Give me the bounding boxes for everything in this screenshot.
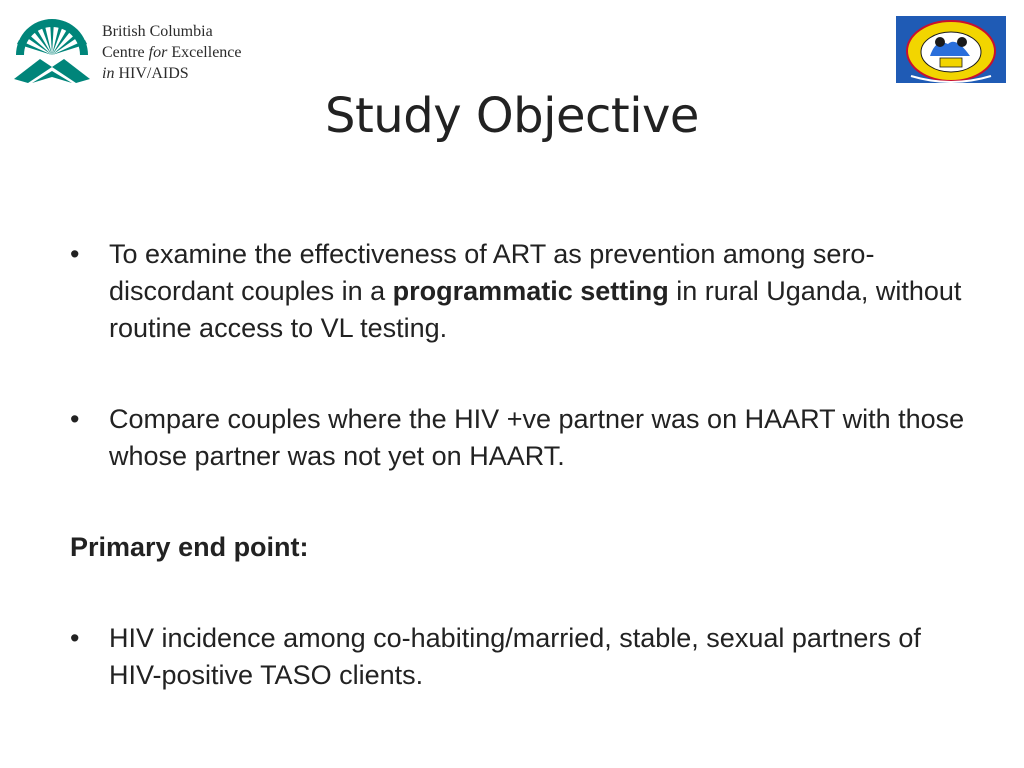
bullet-marker: • (70, 239, 80, 269)
slide-body (70, 236, 970, 694)
bullet-text: To examine the effectiveness of ART as prevention among sero-discordant couples in a programmatic setting in rural Uganda, without routine access to VL testing. (109, 239, 962, 343)
logo-line-3: in HIV/AIDS (102, 64, 189, 82)
bullet-objective-2 (70, 401, 970, 475)
taso-logo (896, 16, 1006, 83)
logo-line-2: Centre for Excellence (102, 43, 242, 61)
emphasis-text: programmatic setting (392, 276, 669, 306)
sunburst-hands-icon (10, 17, 94, 87)
logo-line-1: British Columbia (102, 22, 213, 40)
bullet-endpoint-1 (70, 620, 970, 694)
bc-centre-logo-text (102, 21, 242, 84)
bc-centre-logo (10, 16, 280, 88)
bullet-marker: • (70, 623, 80, 653)
section-heading: Primary end point: (70, 532, 309, 562)
bullet-text: HIV incidence among co-habiting/married, stable, sexual partners of HIV-positive TASO clients. (109, 623, 921, 690)
slide-title: Study Objective (325, 88, 699, 144)
bullet-text: Compare couples where the HIV +ve partner was on HAART with those whose partner was not yet on HAART. (109, 404, 965, 471)
bullet-objective-1 (70, 236, 970, 347)
taso-logo-icon (896, 16, 1006, 83)
bullet-marker: • (70, 404, 80, 434)
